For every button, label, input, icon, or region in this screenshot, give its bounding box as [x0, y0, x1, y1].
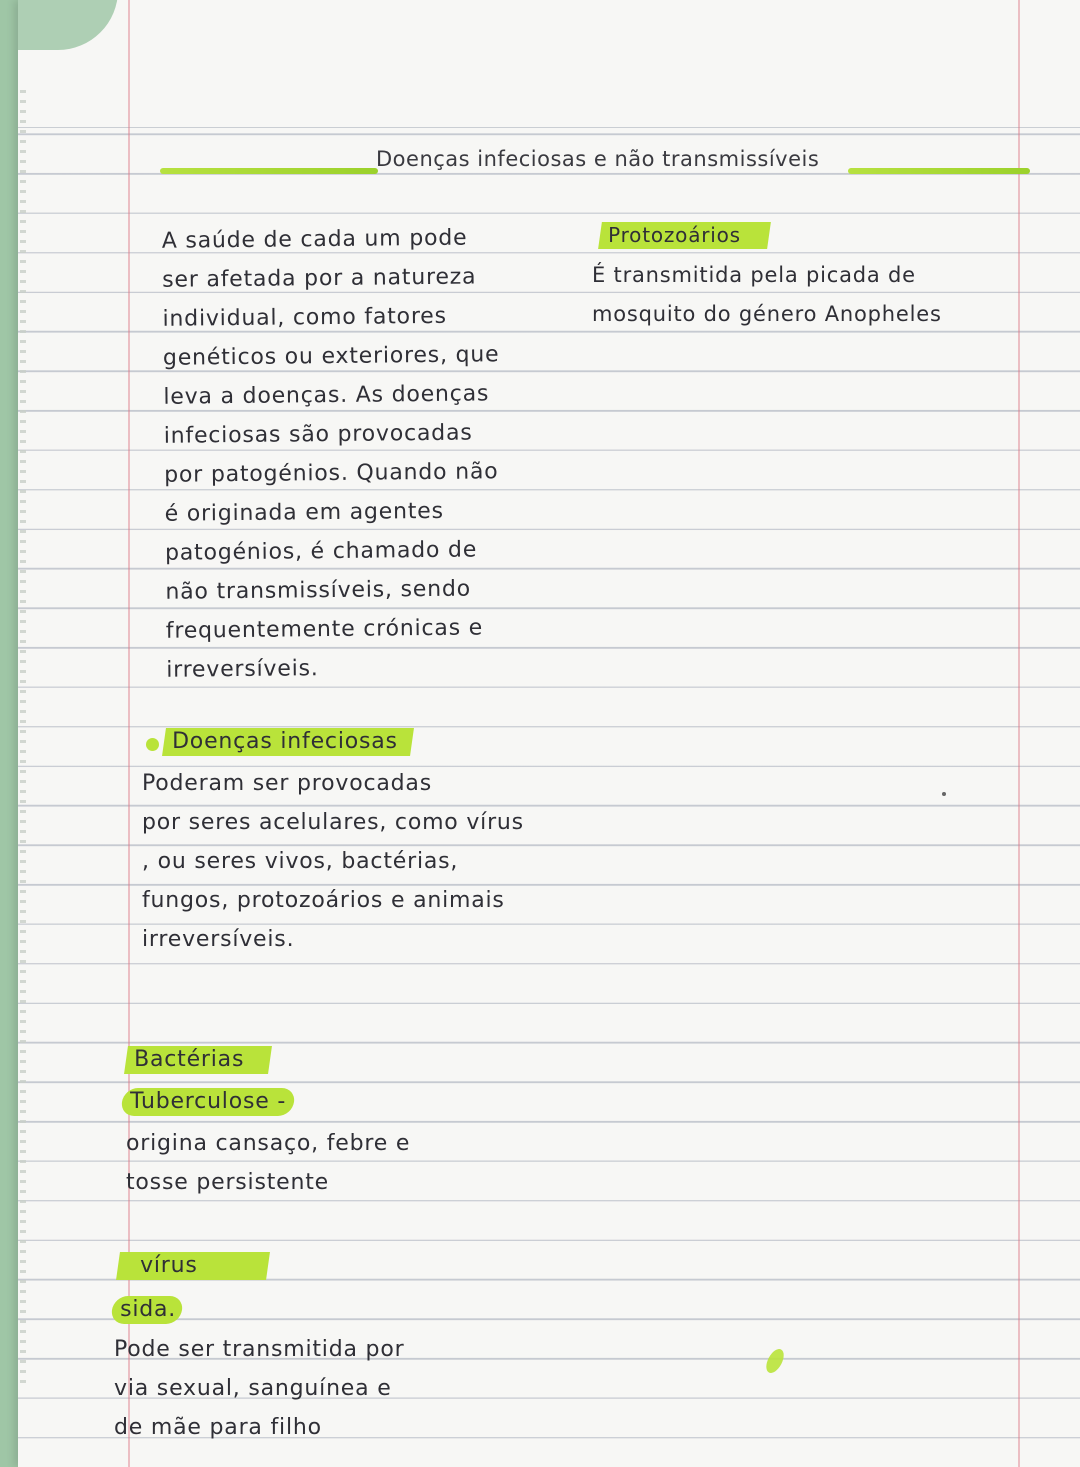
protozoarios-line: mosquito do género Anopheles [592, 302, 942, 326]
sida-heading: sida. [112, 1296, 182, 1324]
infeciosas-line: por seres acelulares, como vírus [142, 810, 524, 835]
tuberculose-heading: Tuberculose - [122, 1088, 294, 1116]
intro-line: é originada em agentes [164, 498, 444, 527]
intro-line: infeciosas são provocadas [163, 420, 473, 449]
bacterias-paragraph [126, 1124, 410, 1202]
protozoarios-heading: Protozoários [600, 222, 769, 249]
notebook-page [18, 0, 1080, 1467]
intro-line: A saúde de cada um pode [161, 225, 468, 254]
virus-line: via sexual, sanguínea e [114, 1376, 392, 1401]
bacterias-line: origina cansaço, febre e [126, 1131, 411, 1156]
intro-line: por patogénios. Quando não [164, 459, 499, 488]
ink-dot [942, 792, 946, 796]
intro-line: não transmissíveis, sendo [165, 576, 472, 605]
page-header-blank [18, 0, 1080, 128]
page-perforation [20, 90, 26, 1390]
highlighter-smudge [763, 1346, 788, 1376]
intro-line: frequentemente crónicas e [165, 615, 484, 644]
virus-line: de mãe para filho [114, 1415, 322, 1440]
intro-line: irreversíveis. [166, 656, 319, 683]
infeciosas-line: irreversíveis. [142, 927, 295, 952]
bacterias-line: tosse persistente [126, 1170, 329, 1195]
infeciosas-line: , ou seres vivos, bactérias, [142, 849, 459, 874]
infeciosas-line: fungos, protozoários e animais [142, 888, 505, 913]
intro-line: patogénios, é chamado de [164, 537, 478, 566]
protozoarios-paragraph [592, 256, 942, 334]
title-underline-right [848, 168, 1030, 174]
bacterias-heading: Bactérias [126, 1046, 270, 1074]
infeciosas-heading: Doenças infeciosas [164, 728, 412, 756]
protozoarios-line: É transmitida pela picada de [592, 263, 916, 287]
intro-paragraph [162, 218, 503, 689]
virus-line: Pode ser transmitida por [114, 1337, 405, 1362]
virus-heading: vírus [118, 1252, 268, 1280]
infeciosas-paragraph [142, 764, 524, 959]
page-title: Doenças infeciosas e não transmissíveis [376, 147, 820, 171]
right-margin-line [1018, 0, 1020, 1467]
virus-paragraph [114, 1330, 404, 1447]
infeciosas-line: Poderam ser provocadas [142, 771, 432, 796]
intro-line: genéticos ou exteriores, que [162, 342, 500, 371]
title-underline-left [160, 168, 378, 174]
left-margin-line [128, 0, 130, 1467]
intro-line: ser afetada por a natureza [162, 264, 477, 293]
bullet-dot [146, 738, 159, 751]
intro-line: leva a doenças. As doenças [163, 381, 490, 410]
intro-line: individual, como fatores [162, 303, 447, 332]
